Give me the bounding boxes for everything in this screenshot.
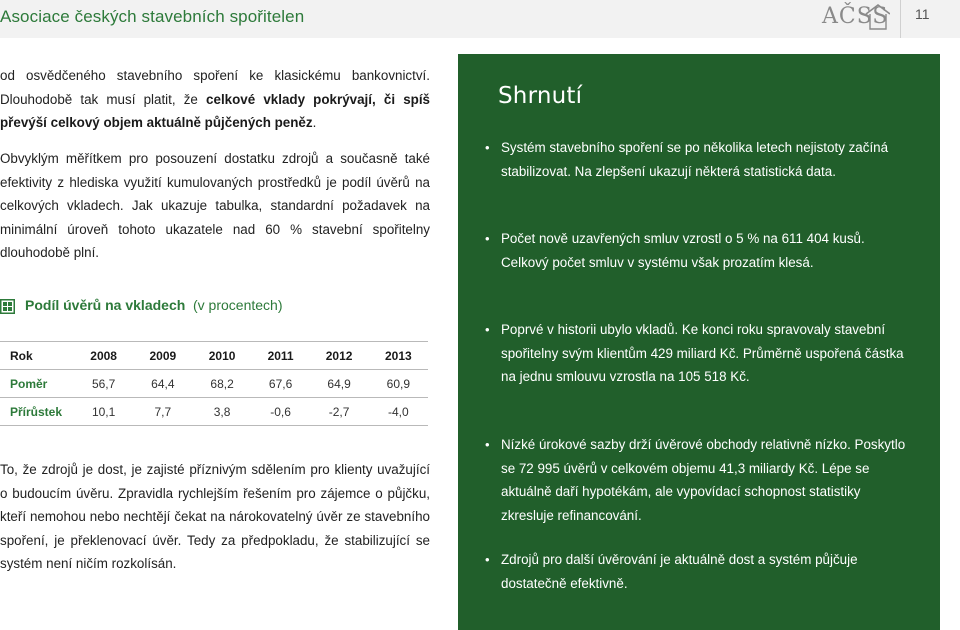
year-cell: 2009 bbox=[133, 342, 192, 370]
summary-item-text: Systém stavebního spoření se po několika letech nejistoty začíná stabilizovat. Na zlepšení ukazují některá statistická data. bbox=[501, 140, 889, 179]
value-cell: -0,6 bbox=[252, 398, 310, 426]
value-cell: 10,1 bbox=[74, 398, 133, 426]
summary-item bbox=[485, 136, 915, 183]
paragraph-bridging-loan: To, že zdrojů je dost, je zajisté příznivým sdělením pro klienty uvažující o budoucím úvěru. Zpravidla rychlejším řešením pro zájemce o půjčku, kteří nemohou nebo nechtějí čekat na nárokovatelný úvěr ze stavebního spoření, je překlenovací úvěr. Tedy za předpokladu, že stabilizující se systém není ničím rozkolísán. bbox=[0, 462, 430, 571]
year-cell: 2011 bbox=[252, 342, 310, 370]
bullet-icon: • bbox=[485, 552, 490, 567]
summary-item-text: Zdrojů pro další úvěrování je aktuálně dost a systém půjčuje dostatečně efektivně. bbox=[501, 552, 858, 591]
paragraph-intro bbox=[0, 64, 430, 135]
summary-item bbox=[485, 433, 915, 527]
publication-title: Asociace českých stavebních spořitelen bbox=[0, 7, 305, 26]
house-roof-icon bbox=[822, 2, 890, 32]
value-cell: -4,0 bbox=[369, 398, 428, 426]
value-cell: -2,7 bbox=[309, 398, 368, 426]
summary-item-text: Počet nově uzavřených smluv vzrostl o 5 % na 611 404 kusů. Celkový počet smluv v systému však prozatím klesá. bbox=[501, 231, 865, 270]
summary-box bbox=[458, 54, 940, 630]
page-number: 11 bbox=[915, 6, 930, 22]
value-cell: 64,4 bbox=[133, 370, 192, 398]
value-cell: 7,7 bbox=[133, 398, 192, 426]
table-header-row bbox=[0, 342, 428, 370]
bullet-icon: • bbox=[485, 322, 490, 337]
value-cell: 3,8 bbox=[192, 398, 251, 426]
value-cell: 68,2 bbox=[192, 370, 251, 398]
summary-item-text: Poprvé v historii ubylo vkladů. Ke konci roku spravovaly stavební spořitelny svým klientům 429 miliard Kč. Průměrně uspořená částka na jednu smlouvu vzrostla na 105 518 Kč. bbox=[501, 322, 904, 384]
paragraph-intro-text: od osvědčeného stavebního spoření ke klasickému bankovnictví. Dlouhodobě tak musí platit, že bbox=[0, 68, 430, 107]
table-unit: (v procentech) bbox=[193, 297, 283, 313]
loans-to-deposits-table bbox=[0, 341, 428, 426]
table-row bbox=[0, 370, 428, 398]
summary-item-text: Nízké úrokové sazby drží úvěrové obchody relativně nízko. Poskytlo se 72 995 úvěrů v celkovém objemu 41,3 miliardy Kč. Lépe se aktuálně daří hypotékám, ale vypovídací schopnost statistiky zkresluje refinancování. bbox=[501, 437, 906, 523]
value-cell: 56,7 bbox=[74, 370, 133, 398]
header-label: Rok bbox=[0, 342, 74, 370]
value-cell: 64,9 bbox=[309, 370, 368, 398]
summary-title: Shrnutí bbox=[498, 83, 583, 109]
row-label: Poměr bbox=[0, 370, 74, 398]
summary-item bbox=[485, 318, 915, 389]
paragraph-ratio: Obvyklým měřítkem pro posouzení dostatku zdrojů a současně také efektivity z hlediska využití kumulovaných prostředků je podíl úvěrů na celkových vkladech. Jak ukazuje tabulka, standardní požadavek na minimální úroveň tohoto ukazatele nad 60 % stavební spořitelny dlouhodobě plní. bbox=[0, 151, 430, 260]
acss-logo bbox=[822, 2, 890, 32]
row-label: Přírůstek bbox=[0, 398, 74, 426]
page-header bbox=[0, 0, 960, 38]
bullet-icon: • bbox=[485, 437, 490, 452]
paragraph-intro-end: . bbox=[312, 115, 317, 130]
page-number-box bbox=[900, 0, 960, 38]
summary-item bbox=[485, 227, 915, 274]
table-title: Podíl úvěrů na vkladech bbox=[25, 297, 186, 313]
bullet-icon: • bbox=[485, 140, 490, 155]
table-icon bbox=[0, 299, 15, 314]
bullet-icon: • bbox=[485, 231, 490, 246]
paragraph-intro-emphasis: celkové vklady pokrývají, či spíš převýší celkový objem aktuálně půjčených peněz bbox=[0, 91, 430, 130]
logo-text: AČSS bbox=[822, 4, 889, 29]
year-cell: 2010 bbox=[192, 342, 251, 370]
year-cell: 2013 bbox=[369, 342, 428, 370]
summary-item bbox=[485, 548, 915, 595]
year-cell: 2012 bbox=[309, 342, 368, 370]
year-cell: 2008 bbox=[74, 342, 133, 370]
table-row bbox=[0, 398, 428, 426]
value-cell: 67,6 bbox=[252, 370, 310, 398]
value-cell: 60,9 bbox=[369, 370, 428, 398]
